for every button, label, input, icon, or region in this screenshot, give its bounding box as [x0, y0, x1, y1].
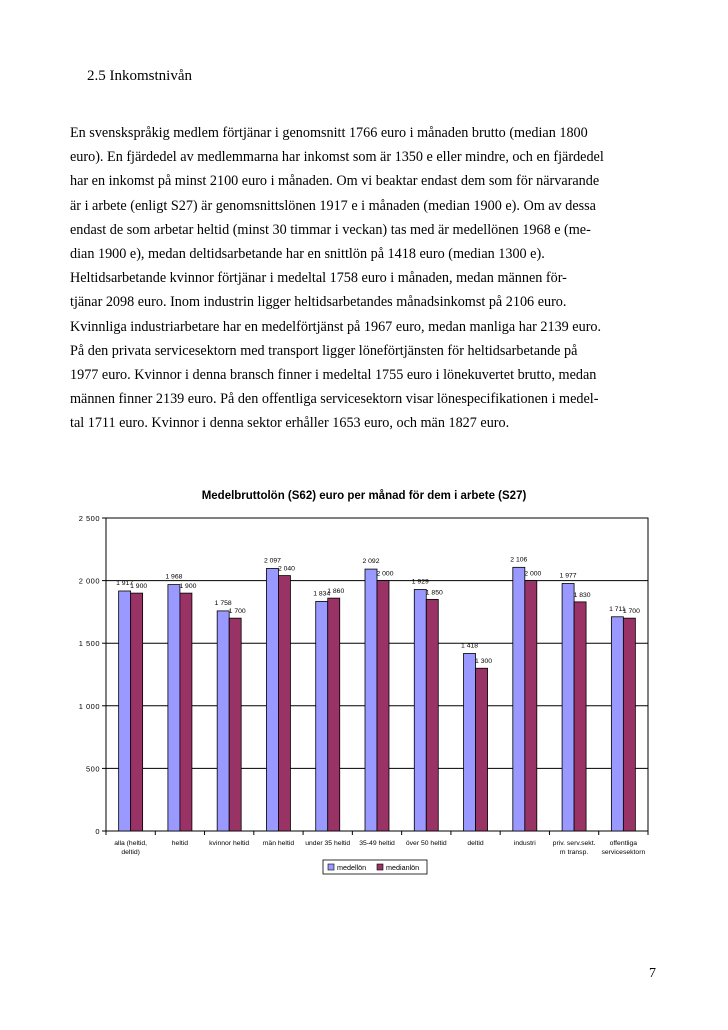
- data-label-medianlon: 2 000: [376, 570, 394, 578]
- page-number: 7: [649, 966, 656, 981]
- x-category-label: heltid: [171, 840, 189, 847]
- data-label-medianlon: 1 860: [327, 588, 345, 596]
- data-label-medellon: 2 092: [362, 558, 380, 566]
- bar-medellon: [611, 617, 623, 831]
- bar-chart: [0, 480, 728, 900]
- bar-medellon: [464, 653, 476, 831]
- data-label-medianlon: 1 900: [130, 583, 148, 591]
- bar-medellon: [266, 568, 278, 831]
- bar-medellon: [119, 591, 131, 831]
- bar-medianlon: [525, 581, 537, 831]
- bar-medellon: [414, 589, 426, 831]
- x-category-label: industri: [513, 840, 536, 847]
- data-label-medianlon: 2 000: [524, 570, 542, 578]
- body-line: En svenskspråkig medlem förtjänar i genomsnitt 1766 euro i månaden brutto (median 1800: [70, 125, 588, 141]
- body-line: Heltidsarbetande kvinnor förtjänar i medeltal 1758 euro i månaden, medan männen för-: [70, 270, 567, 287]
- data-label-medellon: 1 834: [313, 590, 331, 598]
- body-line: männen finner 2139 euro. På den offentliga servicesektorn visar lönespecifikationen i medel-: [70, 391, 599, 408]
- y-tick-label: 0: [95, 827, 100, 836]
- bar-medianlon: [476, 668, 488, 831]
- x-category-label: män heltid: [262, 840, 295, 847]
- x-category-label: 35-49 heltid: [359, 840, 395, 847]
- data-label-medianlon: 1 830: [573, 591, 591, 599]
- x-category-label: servicesektorn: [601, 849, 646, 856]
- bar-medianlon: [377, 581, 389, 831]
- data-label-medellon: 1 977: [559, 572, 577, 580]
- data-label-medellon: 1 968: [165, 573, 183, 581]
- x-category-label: priv. serv.sekt.: [552, 840, 596, 847]
- bar-medellon: [365, 569, 377, 831]
- body-line: tjänar 2098 euro. Inom industrin ligger heltidsarbetandes månadsinkomst på 2106 euro.: [70, 294, 567, 311]
- data-label-medellon: 1 929: [411, 578, 429, 586]
- y-tick-label: 1 000: [78, 701, 100, 711]
- data-label-medellon: 1 418: [461, 642, 479, 650]
- body-line: dian 1900 e), medan deltidsarbetande har en snittlön på 1418 euro (median 1300 e).: [70, 246, 545, 263]
- x-category-label: kvinnor heltid: [209, 840, 250, 847]
- data-label-medellon: 1 758: [214, 599, 232, 607]
- body-line: endast de som arbetar heltid (minst 30 timmar i veckan) tas med är medellönen 1968 e (me-: [70, 221, 591, 238]
- data-label-medellon: 2 097: [263, 557, 281, 565]
- data-label-medellon: 2 106: [510, 556, 528, 564]
- data-label-medianlon: 1 850: [425, 589, 443, 597]
- bar-medellon: [168, 585, 180, 831]
- body-line: tal 1711 euro. Kvinnor i denna sektor erhåller 1653 euro, och män 1827 euro.: [70, 415, 510, 432]
- bar-medianlon: [426, 599, 438, 831]
- bar-medianlon: [574, 602, 586, 831]
- bar-medellon: [513, 567, 525, 831]
- legend-swatch-medianlon: [377, 864, 383, 870]
- bar-medianlon: [623, 618, 635, 831]
- data-label-medianlon: 1 700: [622, 608, 640, 616]
- bar-medellon: [217, 611, 229, 831]
- body-text: [70, 121, 650, 436]
- x-category-label: över 50 heltid: [405, 840, 447, 847]
- y-tick-label: 500: [85, 764, 100, 774]
- bar-medianlon: [229, 618, 241, 831]
- body-line: har en inkomst på minst 2100 euro i månaden. Om vi beaktar endast dem som för närvarande: [70, 173, 600, 190]
- data-label-medianlon: 1 300: [475, 658, 493, 666]
- legend-label-medellon: medellön: [337, 863, 367, 872]
- x-category-label: m transp.: [559, 849, 589, 856]
- x-category-label: under 35 heltid: [305, 840, 351, 847]
- bar-medellon: [562, 583, 574, 831]
- y-tick-label: 2 500: [78, 514, 100, 523]
- body-line: Kvinnliga industriarbetare har en medelförtjänst på 1967 euro, medan manliga har 2139 euro.: [70, 318, 602, 335]
- body-line: 1977 euro. Kvinnor i denna bransch finner i medeltal 1755 euro i lönekuvertet brutto, medan: [70, 367, 597, 384]
- x-category-label: deltid: [467, 840, 484, 847]
- bar-medianlon: [180, 593, 192, 831]
- data-label-medianlon: 2 040: [277, 565, 295, 573]
- bar-medianlon: [278, 576, 290, 831]
- data-label-medellon: 1 711: [609, 605, 626, 613]
- bar-medianlon: [131, 593, 143, 831]
- section-heading: 2.5 Inkomstnivån: [87, 68, 192, 84]
- y-tick-label: 1 500: [78, 639, 100, 649]
- body-line: På den privata servicesektorn med transport ligger löneförtjänsten för heltidsarbetande på: [70, 342, 578, 359]
- bar-medellon: [316, 601, 328, 831]
- body-line: euro). En fjärdedel av medlemmarna har inkomst som är 1350 e eller mindre, och en fjärdedel: [70, 149, 604, 166]
- y-tick-label: 2 000: [78, 576, 100, 586]
- legend-swatch-medellon: [328, 864, 334, 870]
- data-label-medellon: 1 917: [116, 579, 134, 587]
- bar-medianlon: [328, 598, 340, 831]
- chart-title: Medelbruttolön (S62) euro per månad för dem i arbete (S27): [201, 490, 527, 502]
- data-label-medianlon: 1 700: [228, 608, 246, 616]
- body-line: är i arbete (enligt S27) är genomsnittslönen 1917 e i månaden (median 1900 e). Om av dessa: [70, 197, 596, 214]
- legend-label-medianlon: medianlön: [386, 863, 420, 872]
- x-category-label: offentliga: [609, 840, 638, 847]
- x-category-label: alla (heltid,: [114, 840, 148, 847]
- data-label-medianlon: 1 900: [179, 583, 197, 591]
- x-category-label: deltid): [121, 849, 140, 856]
